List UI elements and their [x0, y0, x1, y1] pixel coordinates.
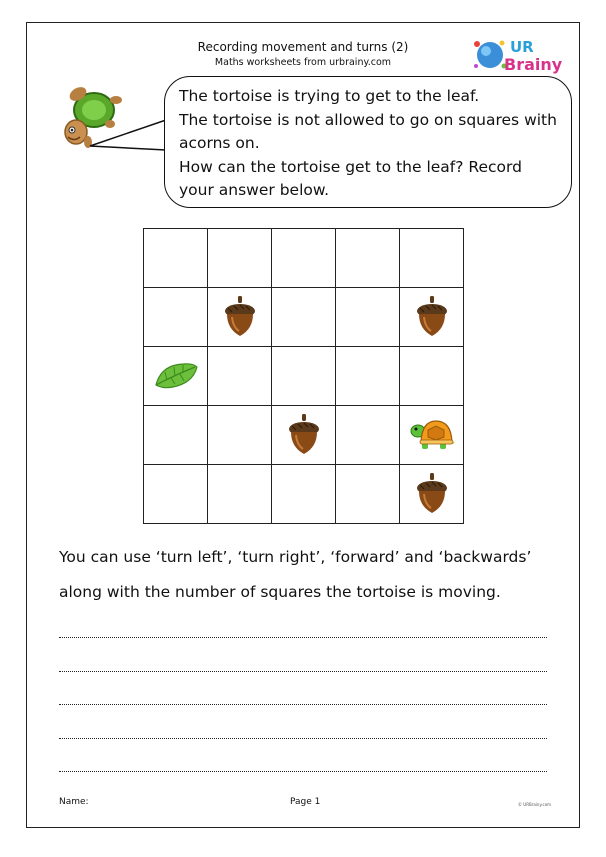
- bubble-line-1: The tortoise is trying to get to the leaf.: [179, 87, 480, 105]
- grid-cell: [144, 465, 208, 524]
- answer-line[interactable]: [59, 671, 547, 672]
- instructions-text: You can use ‘turn left’, ‘turn right’, ‘forward’ and ‘backwards’ along with the number of squares the tortoise is moving.: [59, 548, 532, 601]
- grid-cell: [400, 229, 464, 288]
- acorn-icon: [219, 295, 261, 339]
- svg-text:UR: UR: [510, 38, 534, 56]
- grid-cell: [336, 465, 400, 524]
- grid-cell: [144, 406, 208, 465]
- grid-cell: [144, 347, 208, 406]
- grid-cell: [144, 229, 208, 288]
- svg-text:Brainy: Brainy: [504, 55, 563, 74]
- page-title: Recording movement and turns (2): [197, 40, 409, 54]
- grid-cell: [400, 406, 464, 465]
- grid-cell: [336, 288, 400, 347]
- grid-cell: [400, 288, 464, 347]
- grid-cell: [208, 465, 272, 524]
- page-subtitle: Maths worksheets from urbrainy.com: [214, 57, 392, 68]
- speech-bubble: [164, 76, 572, 208]
- grid-cell: [272, 465, 336, 524]
- page-number: Page 1: [290, 797, 321, 807]
- grid-cell: [272, 347, 336, 406]
- name-label: Name:: [59, 797, 89, 807]
- grid-cell: [400, 347, 464, 406]
- grid-cell: [144, 288, 208, 347]
- grid-cell: [272, 288, 336, 347]
- acorn-icon: [411, 472, 453, 516]
- acorn-icon: [411, 295, 453, 339]
- urbrainy-logo: [468, 30, 564, 78]
- tortoise-mascot-icon: [50, 82, 130, 162]
- grid-cell: [208, 347, 272, 406]
- grid-cell: [208, 406, 272, 465]
- grid-cell: [400, 465, 464, 524]
- grid-cell: [208, 229, 272, 288]
- grid-cell: [336, 229, 400, 288]
- answer-line[interactable]: [59, 771, 547, 772]
- movement-grid: [143, 228, 464, 524]
- grid-cell: [336, 347, 400, 406]
- grid-cell: [272, 229, 336, 288]
- grid-cell: [208, 288, 272, 347]
- bubble-line-3: How can the tortoise get to the leaf? Record your answer below.: [179, 157, 522, 199]
- answer-line[interactable]: [59, 738, 547, 739]
- tortoise-icon: [408, 415, 456, 455]
- copyright: © URBrainy.com: [518, 802, 552, 807]
- acorn-icon: [283, 413, 325, 457]
- bubble-line-2: The tortoise is not allowed to go on squares with acorns on.: [179, 110, 557, 152]
- answer-line[interactable]: [59, 637, 547, 638]
- leaf-icon: [153, 359, 199, 393]
- grid-cell: [272, 406, 336, 465]
- grid-cell: [336, 406, 400, 465]
- answer-line[interactable]: [59, 704, 547, 705]
